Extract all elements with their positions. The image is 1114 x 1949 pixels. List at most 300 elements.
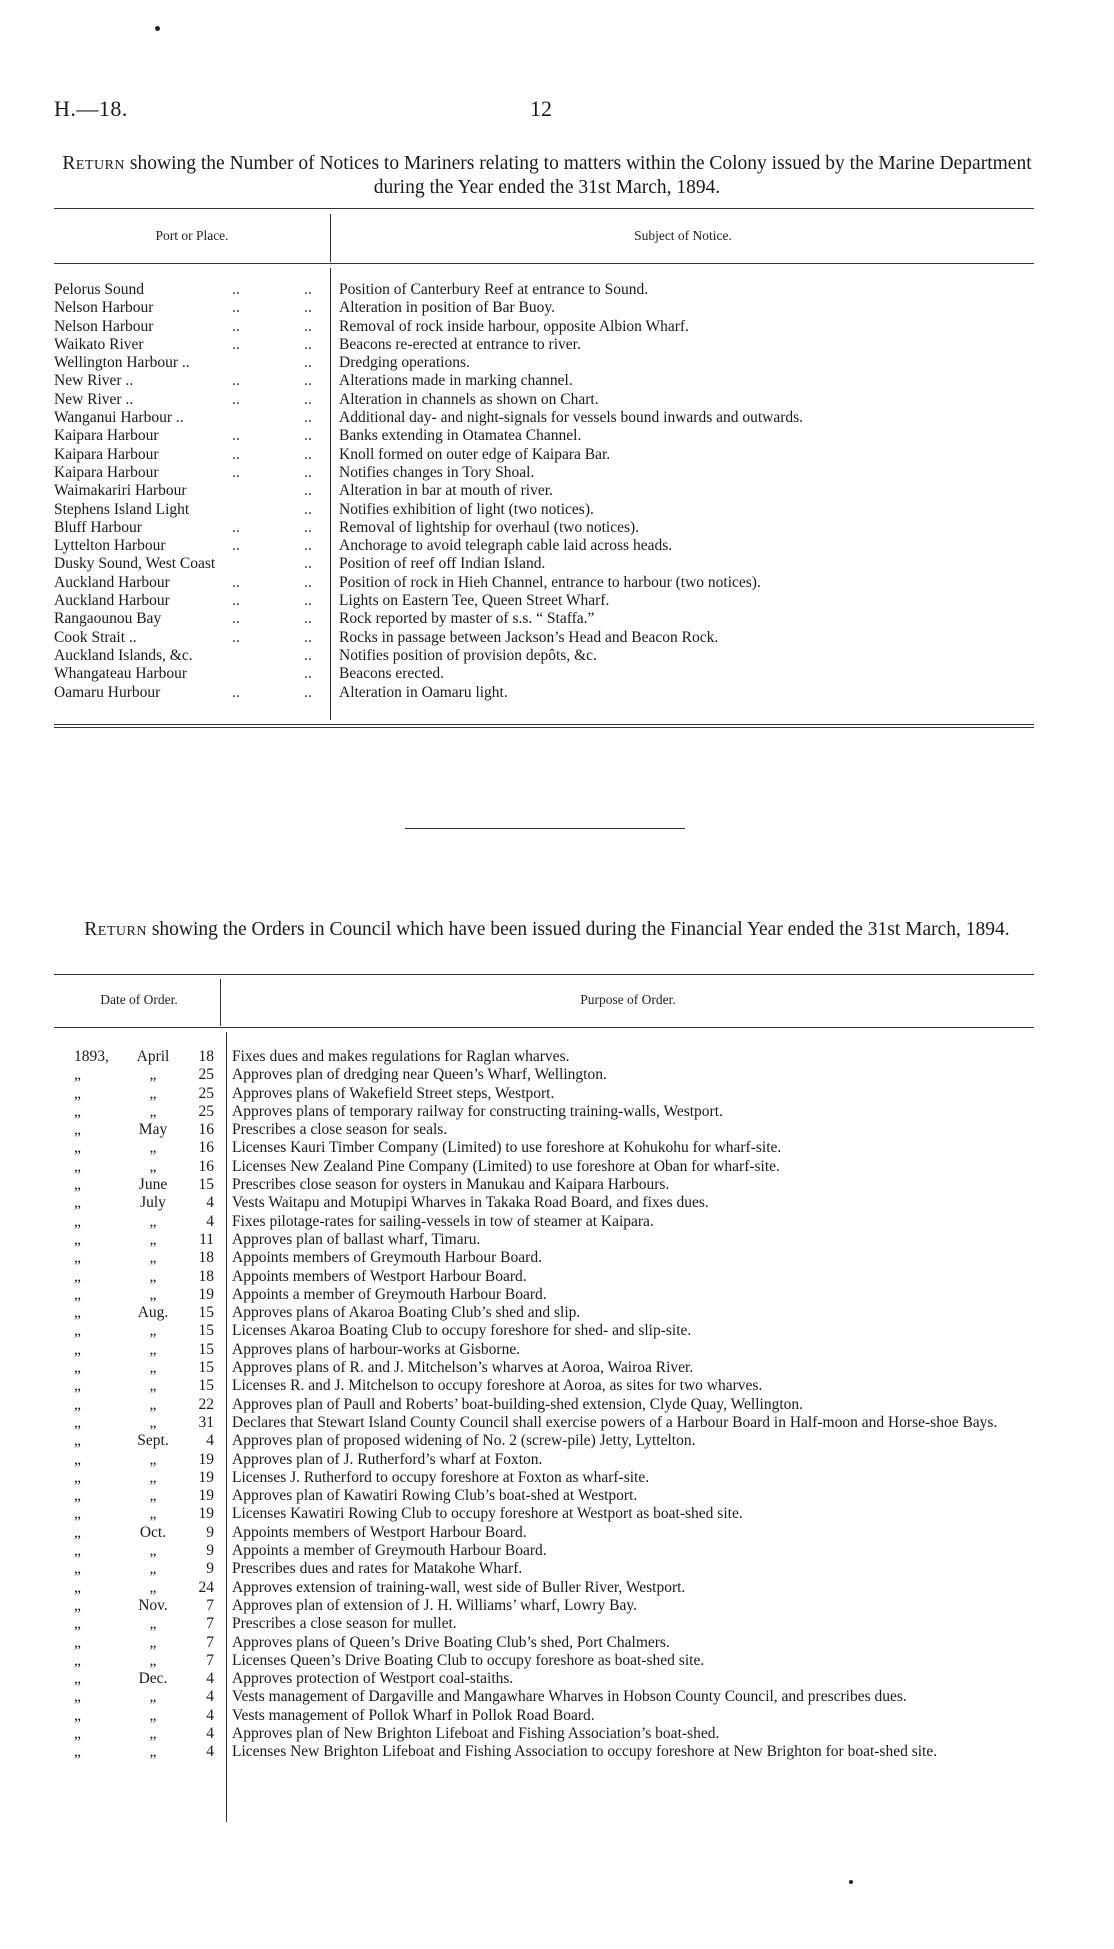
order-month: July: [140, 1194, 166, 1212]
col-header-port: Port or Place.: [155, 228, 229, 243]
order-purpose: Appoints a member of Greymouth Harbour Board.: [232, 1285, 547, 1303]
order-month: „: [149, 1359, 157, 1377]
order-month: „: [149, 1578, 157, 1596]
order-day: 19: [198, 1450, 214, 1468]
leader-dots: ..: [232, 537, 240, 555]
notice-subject: Alterations made in marking channel.: [339, 372, 573, 390]
order-year: „: [74, 1560, 81, 1578]
table-row: [54, 1414, 1054, 1432]
port-name: Auckland Islands, &c.: [54, 646, 193, 664]
order-year: „: [74, 1322, 81, 1340]
port-name: Nelson Harbour: [54, 299, 154, 317]
leader-dots: ..: [232, 610, 240, 628]
port-name: Dusky Sound, West Coast: [54, 555, 216, 573]
leader-dots: ..: [304, 409, 312, 427]
order-purpose: Fixes pilotage-rates for sailing-vessels in tow of steamer at Kaipara.: [232, 1212, 654, 1230]
table-row: [54, 1597, 1054, 1615]
notice-subject: Additional day- and night-signals for vessels bound inwards and outwards.: [339, 409, 804, 427]
order-purpose: Appoints a member of Greymouth Harbour Board.: [232, 1542, 547, 1560]
leader-dots: ..: [232, 518, 240, 536]
order-day: 19: [198, 1285, 214, 1303]
document-reference: H.—18.: [54, 96, 128, 121]
port-name: Wanganui Harbour ..: [54, 409, 184, 427]
order-year: „: [74, 1450, 81, 1468]
leader-dots: ..: [232, 317, 240, 335]
leader-dots: ..: [304, 537, 312, 555]
leader-dots: ..: [232, 683, 240, 701]
order-month: „: [149, 1651, 157, 1669]
port-name: Wellington Harbour ..: [54, 354, 190, 372]
notice-subject: Notifies position of provision depôts, &c.: [339, 646, 597, 664]
col-header-date: Date of Order.: [100, 992, 178, 1007]
table-row: [54, 1725, 1054, 1743]
notices-table-body: [54, 281, 1054, 702]
order-year: „: [74, 1578, 81, 1596]
section-separator: [405, 828, 685, 829]
order-month: „: [149, 1542, 157, 1560]
order-month: „: [149, 1487, 157, 1505]
order-purpose: Prescribes close season for oysters in Manukau and Kaipara Harbours.: [232, 1176, 670, 1194]
table-row: [54, 409, 1054, 427]
order-day: 4: [206, 1670, 214, 1688]
order-day: 7: [206, 1596, 214, 1614]
leader-dots: ..: [304, 335, 312, 353]
header-rule: [54, 1027, 1034, 1028]
order-year: „: [74, 1432, 81, 1450]
order-day: 15: [198, 1304, 214, 1322]
port-name: Auckland Harbour: [54, 573, 170, 591]
leader-dots: ..: [304, 299, 312, 317]
table-row: [54, 610, 1054, 628]
table-row: [54, 299, 1054, 317]
order-purpose: Approves plan of dredging near Queen’s Wharf, Wellington.: [232, 1066, 607, 1084]
table-row: [54, 446, 1054, 464]
order-day: 16: [198, 1139, 214, 1157]
order-month: April: [136, 1048, 170, 1065]
notice-subject: Alteration in Oamaru light.: [339, 683, 508, 701]
notice-subject: Alteration in channels as shown on Chart.: [339, 390, 599, 408]
table-row: [54, 1194, 1054, 1212]
leader-dots: ..: [304, 555, 312, 573]
order-purpose: Approves plan of J. Rutherford’s wharf at Foxton.: [232, 1450, 543, 1468]
notices-title-text: showing the Number of Notices to Mariners relating to matters within the Colony issued by the Marine Department during the Year ended the 31st March, 1894.: [125, 153, 1032, 198]
leader-dots: ..: [304, 665, 312, 683]
table-row: [54, 1304, 1054, 1322]
port-name: Auckland Harbour: [54, 592, 170, 610]
order-year: „: [74, 1615, 81, 1633]
order-year: „: [74, 1377, 81, 1395]
order-month: „: [149, 1743, 157, 1761]
table-row: [54, 1688, 1054, 1706]
header-divider: [330, 214, 331, 262]
order-purpose: Approves plan of extension of J. H. Williams’ wharf, Lowry Bay.: [232, 1596, 638, 1614]
notice-subject: Alteration in bar at mouth of river.: [339, 482, 553, 500]
order-purpose: Licenses Akaroa Boating Club to occupy foreshore for shed- and slip-site.: [232, 1322, 692, 1340]
leader-dots: ..: [304, 372, 312, 390]
notice-subject: Removal of lightship for overhaul (two notices).: [339, 518, 640, 536]
order-purpose: Approves plan of ballast wharf, Timaru.: [232, 1230, 481, 1248]
order-purpose: Licenses Kauri Timber Company (Limited) to use foreshore at Kohukohu for wharf-site.: [232, 1139, 782, 1157]
order-purpose: Approves extension of training-wall, west side of Buller River, Westport.: [232, 1578, 686, 1596]
order-year: „: [74, 1066, 81, 1084]
order-day: 25: [198, 1084, 214, 1102]
table-row: [54, 281, 1054, 299]
leader-dots: ..: [232, 427, 240, 445]
table-row: [54, 1377, 1054, 1395]
order-day: 15: [198, 1359, 214, 1377]
leader-dots: ..: [304, 610, 312, 628]
order-day: 19: [198, 1505, 214, 1523]
order-purpose: Vests management of Pollok Wharf in Pollok Road Board.: [232, 1706, 595, 1724]
table-row: [54, 1743, 1054, 1761]
table-row: [54, 1524, 1054, 1542]
table-row: [54, 1158, 1054, 1176]
order-month: „: [149, 1724, 157, 1742]
leader-dots: ..: [304, 482, 312, 500]
port-name: Waikato River: [54, 335, 144, 353]
orders-title-lead: Return: [84, 919, 147, 940]
order-day: 19: [198, 1487, 214, 1505]
notice-subject: Alteration in position of Bar Buoy.: [339, 299, 555, 317]
order-month: „: [149, 1706, 157, 1724]
order-month: „: [149, 1267, 157, 1285]
order-day: 7: [206, 1651, 214, 1669]
leader-dots: ..: [304, 445, 312, 463]
order-year: „: [74, 1542, 81, 1560]
order-month: „: [149, 1450, 157, 1468]
order-day: 22: [198, 1395, 214, 1413]
order-month: „: [149, 1212, 157, 1230]
order-year: „: [74, 1230, 81, 1248]
leader-dots: ..: [304, 317, 312, 335]
port-name: Stephens Island Light: [54, 500, 190, 518]
order-day: 16: [198, 1157, 214, 1175]
notice-subject: Notifies changes in Tory Shoal.: [339, 463, 535, 481]
table-row: [54, 1396, 1054, 1414]
order-year: „: [74, 1505, 81, 1523]
order-day: 9: [206, 1542, 214, 1560]
order-day: 15: [198, 1176, 214, 1194]
leader-dots: ..: [304, 354, 312, 372]
header-rule: [54, 263, 1034, 264]
leader-dots: ..: [304, 427, 312, 445]
order-day: 24: [198, 1578, 214, 1596]
order-purpose: Appoints members of Westport Harbour Board.: [232, 1267, 527, 1285]
order-month: Aug.: [137, 1304, 169, 1322]
table-row: [54, 427, 1054, 445]
order-day: 16: [198, 1121, 214, 1139]
order-month: Dec.: [138, 1670, 168, 1688]
order-day: 15: [198, 1377, 214, 1395]
leader-dots: ..: [232, 281, 240, 298]
order-day: 4: [206, 1212, 214, 1230]
table-row: [54, 1121, 1054, 1139]
order-month: „: [149, 1633, 157, 1651]
table-row: [54, 1432, 1054, 1450]
order-day: 4: [206, 1706, 214, 1724]
order-year: „: [74, 1157, 81, 1175]
port-name: Rangaounou Bay: [54, 610, 162, 628]
order-month: „: [149, 1413, 157, 1431]
leader-dots: ..: [304, 463, 312, 481]
order-year: „: [74, 1285, 81, 1303]
order-day: 11: [199, 1230, 214, 1248]
order-day: 31: [198, 1413, 214, 1431]
order-year: „: [74, 1724, 81, 1742]
table-row: [54, 1469, 1054, 1487]
port-name: Cook Strait ..: [54, 628, 137, 646]
table-row: [54, 336, 1054, 354]
order-purpose: Prescribes a close season for mullet.: [232, 1615, 457, 1633]
orders-title-text: showing the Orders in Council which have been issued during the Financial Year ended the 31st March, 1894.: [146, 919, 1010, 940]
order-day: 4: [206, 1432, 214, 1450]
order-purpose: Prescribes dues and rates for Matakohe Wharf.: [232, 1560, 523, 1578]
order-year: „: [74, 1670, 81, 1688]
order-year: „: [74, 1468, 81, 1486]
port-name: Kaipara Harbour: [54, 427, 159, 445]
table-row: [54, 1451, 1054, 1469]
header-divider: [220, 979, 221, 1026]
order-year: „: [74, 1633, 81, 1651]
leader-dots: ..: [304, 646, 312, 664]
table-row: [54, 1670, 1054, 1688]
order-day: 4: [206, 1688, 214, 1706]
table-row: [54, 537, 1054, 555]
port-name: Waimakariri Harbour: [54, 482, 187, 500]
notice-subject: Rock reported by master of s.s. “ Staffa.”: [339, 610, 595, 628]
order-day: 7: [206, 1633, 214, 1651]
order-day: 9: [206, 1560, 214, 1578]
order-day: 18: [198, 1267, 214, 1285]
order-year: „: [74, 1523, 81, 1541]
order-month: „: [149, 1084, 157, 1102]
order-month: „: [149, 1139, 157, 1157]
table-row: [54, 647, 1054, 665]
order-purpose: Approves plans of temporary railway for constructing training-walls, Westport.: [232, 1102, 723, 1120]
col-header-subject: Subject of Notice.: [634, 228, 732, 243]
order-month: „: [149, 1285, 157, 1303]
leader-dots: ..: [232, 390, 240, 408]
order-month: „: [149, 1066, 157, 1084]
leader-dots: ..: [304, 592, 312, 610]
order-year: „: [74, 1487, 81, 1505]
order-purpose: Fixes dues and makes regulations for Raglan wharves.: [232, 1048, 570, 1065]
order-month: June: [138, 1176, 168, 1194]
order-purpose: Prescribes a close season for seals.: [232, 1121, 448, 1139]
port-name: Whangateau Harbour: [54, 665, 187, 683]
order-purpose: Approves protection of Westport coal-staiths.: [232, 1670, 514, 1688]
table-row: [54, 1139, 1054, 1157]
order-year: „: [74, 1395, 81, 1413]
table-row: [54, 684, 1054, 702]
table-row: [54, 1048, 1054, 1066]
leader-dots: ..: [232, 372, 240, 390]
order-day: 15: [198, 1340, 214, 1358]
orders-title: [54, 918, 1040, 942]
table-row: [54, 1560, 1054, 1578]
order-day: 4: [206, 1743, 214, 1761]
order-year: „: [74, 1121, 81, 1139]
leader-dots: ..: [232, 592, 240, 610]
order-day: 18: [198, 1048, 214, 1065]
order-year: „: [74, 1413, 81, 1431]
notice-subject: Knoll formed on outer edge of Kaipara Bar.: [339, 445, 611, 463]
order-purpose: Approves plans of Akaroa Boating Club’s shed and slip.: [232, 1304, 581, 1322]
order-purpose: Approves plans of Wakefield Street steps, Westport.: [232, 1084, 555, 1102]
order-year: „: [74, 1102, 81, 1120]
order-day: 4: [206, 1724, 214, 1742]
order-year: „: [74, 1340, 81, 1358]
order-month: „: [149, 1157, 157, 1175]
table-row: [54, 1249, 1054, 1267]
order-month: „: [149, 1505, 157, 1523]
col-header-purpose: Purpose of Order.: [580, 992, 676, 1007]
order-purpose: Approves plan of Paull and Roberts’ boat-building-shed extension, Clyde Quay, Wellington.: [232, 1395, 804, 1413]
leader-dots: ..: [304, 518, 312, 536]
page-number: 12: [530, 96, 552, 121]
order-month: „: [149, 1102, 157, 1120]
page-speck: [849, 1880, 853, 1884]
order-month: Sept.: [137, 1432, 169, 1450]
order-year: „: [74, 1139, 81, 1157]
table-row: [54, 1634, 1054, 1652]
table-row: [54, 1341, 1054, 1359]
leader-dots: ..: [232, 573, 240, 591]
order-purpose: Approves plans of R. and J. Mitchelson’s wharves at Aoroa, Wairoa River.: [232, 1359, 694, 1377]
table-row: [54, 1542, 1054, 1560]
order-month: May: [138, 1121, 168, 1139]
order-month: „: [149, 1340, 157, 1358]
table-row: [54, 574, 1054, 592]
table-row: [54, 629, 1054, 647]
notice-subject: Notifies exhibition of light (two notices).: [339, 500, 594, 518]
order-month: „: [149, 1615, 157, 1633]
order-month: „: [149, 1560, 157, 1578]
order-year: „: [74, 1596, 81, 1614]
table-row: [54, 372, 1054, 390]
order-purpose: Appoints members of Greymouth Harbour Board.: [232, 1249, 542, 1267]
order-year: „: [74, 1743, 81, 1761]
order-purpose: Appoints members of Westport Harbour Board.: [232, 1523, 527, 1541]
order-day: 25: [198, 1102, 214, 1120]
leader-dots: ..: [304, 500, 312, 518]
table-top-rule: [54, 208, 1034, 209]
leader-dots: ..: [304, 281, 312, 298]
table-row: [54, 1359, 1054, 1377]
order-year: „: [74, 1304, 81, 1322]
order-year: „: [74, 1359, 81, 1377]
order-month: „: [149, 1230, 157, 1248]
table-bottom-rule: [54, 727, 1034, 728]
order-day: 15: [198, 1322, 214, 1340]
order-month: „: [149, 1395, 157, 1413]
table-row: [54, 501, 1054, 519]
order-purpose: Approves plan of Kawatiri Rowing Club’s boat-shed at Westport.: [232, 1487, 638, 1505]
table-row: [54, 1268, 1054, 1286]
order-month: „: [149, 1377, 157, 1395]
notice-subject: Dredging operations.: [339, 354, 470, 372]
table-row: [54, 1487, 1054, 1505]
notices-title-lead: Return: [62, 153, 126, 174]
order-purpose: Licenses J. Rutherford to occupy foreshore at Foxton as wharf-site.: [232, 1468, 650, 1486]
order-month: „: [149, 1322, 157, 1340]
leader-dots: ..: [304, 628, 312, 646]
port-name: Nelson Harbour: [54, 317, 154, 335]
table-row: [54, 1085, 1054, 1103]
leader-dots: ..: [232, 299, 240, 317]
table-row: [54, 354, 1054, 372]
notices-title: [54, 152, 1040, 200]
table-row: [54, 1231, 1054, 1249]
table-row: [54, 482, 1054, 500]
port-name: New River ..: [54, 390, 134, 408]
order-month: „: [149, 1468, 157, 1486]
port-name: New River ..: [54, 372, 134, 390]
table-row: [54, 1615, 1054, 1633]
order-purpose: Vests management of Dargaville and Mangawhare Wharves in Hobson County Council, and prescribes dues.: [232, 1688, 907, 1706]
leader-dots: ..: [304, 390, 312, 408]
table-row: [54, 555, 1054, 573]
order-year: „: [74, 1249, 81, 1267]
port-name: Bluff Harbour: [54, 518, 142, 536]
order-year: „: [74, 1176, 81, 1194]
order-day: 7: [206, 1615, 214, 1633]
table-row: [54, 1505, 1054, 1523]
notice-subject: Position of rock in Hieh Channel, entrance to harbour (two notices).: [339, 573, 761, 591]
order-purpose: Vests Waitapu and Motupipi Wharves in Takaka Road Board, and fixes dues.: [232, 1194, 709, 1212]
table-row: [54, 464, 1054, 482]
table-row: [54, 1652, 1054, 1670]
notice-subject: Position of reef off Indian Island.: [339, 555, 546, 573]
order-purpose: Licenses New Brighton Lifeboat and Fishing Association to occupy foreshore at New Brighton for boat-shed site.: [232, 1743, 938, 1761]
order-month: Oct.: [139, 1523, 167, 1541]
port-name: Kaipara Harbour: [54, 463, 159, 481]
order-purpose: Approves plans of harbour-works at Gisborne.: [232, 1340, 521, 1358]
page-speck: [155, 26, 160, 31]
table-row: [54, 1322, 1054, 1340]
order-day: 25: [198, 1066, 214, 1084]
order-day: 19: [198, 1468, 214, 1486]
leader-dots: ..: [304, 683, 312, 701]
notice-subject: Beacons erected.: [339, 665, 444, 683]
notice-subject: Removal of rock inside harbour, opposite Albion Wharf.: [339, 317, 689, 335]
order-year: „: [74, 1084, 81, 1102]
order-year: „: [74, 1194, 81, 1212]
table-row: [54, 1213, 1054, 1231]
notice-subject: Anchorage to avoid telegraph cable laid across heads.: [339, 537, 673, 555]
order-day: 9: [206, 1523, 214, 1541]
order-year: „: [74, 1688, 81, 1706]
order-purpose: Licenses Queen’s Drive Boating Club to occupy foreshore as boat-shed site.: [232, 1651, 705, 1669]
order-year: „: [74, 1706, 81, 1724]
order-day: 4: [206, 1194, 214, 1212]
table-row: [54, 1286, 1054, 1304]
order-purpose: Approves plan of New Brighton Lifeboat and Fishing Association’s boat-shed.: [232, 1724, 720, 1742]
order-year: „: [74, 1651, 81, 1669]
order-day: 18: [198, 1249, 214, 1267]
table-row: [54, 318, 1054, 336]
order-purpose: Declares that Stewart Island County Council shall exercise powers of a Harbour Board in Half-moon and Horse-shoe Bays.: [232, 1413, 998, 1431]
leader-dots: ..: [232, 628, 240, 646]
table-row: [54, 592, 1054, 610]
order-month: „: [149, 1688, 157, 1706]
port-name: Oamaru Hurbour: [54, 683, 161, 701]
orders-table-body: [54, 1048, 1054, 1762]
order-year: „: [74, 1212, 81, 1230]
notice-subject: Banks extending in Otamatea Channel.: [339, 427, 582, 445]
table-row: [54, 1176, 1054, 1194]
table-top-rule: [54, 974, 1034, 975]
